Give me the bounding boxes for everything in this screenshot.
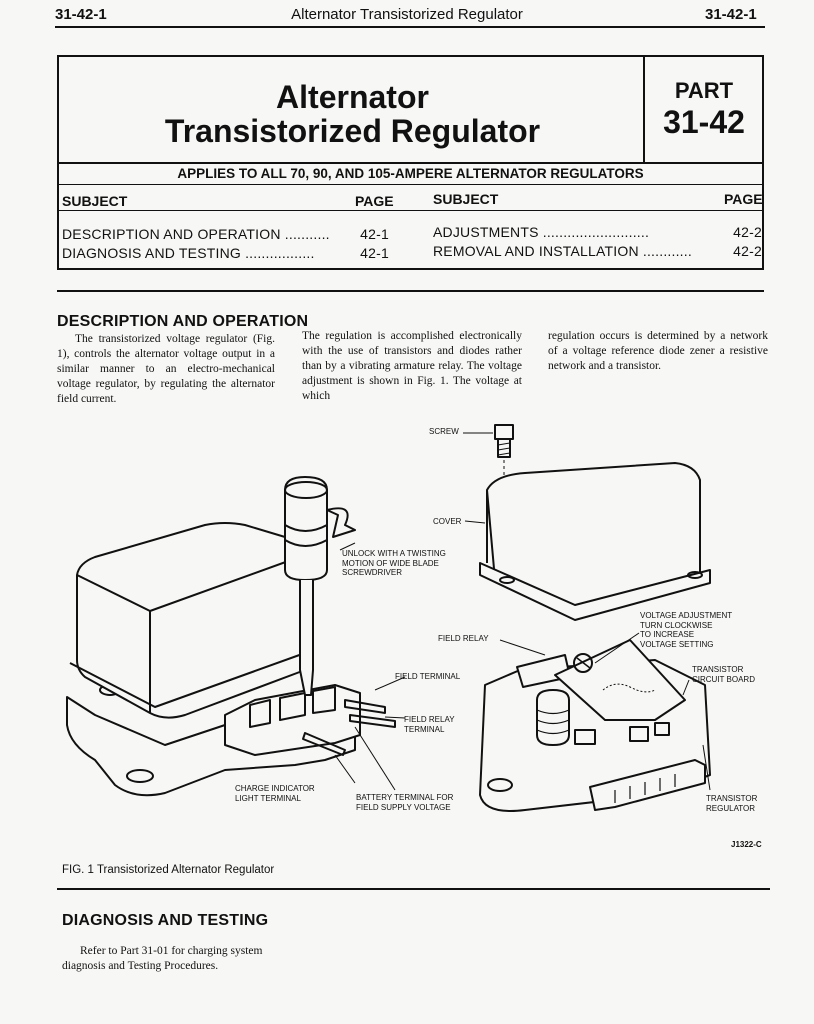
label-charge-indicator: CHARGE INDICATOR LIGHT TERMINAL: [235, 784, 315, 803]
toc-subject: DESCRIPTION AND OPERATION: [62, 226, 281, 242]
section-rule: [57, 290, 764, 292]
screw-head: [495, 425, 513, 439]
toc-dots: ............: [638, 243, 692, 259]
toc-dots: ..........................: [538, 224, 650, 240]
description-col2: The regulation is accomplished electronically with the use of transistors and diodes rather than by a vibrating armature relay. The voltage adjustment is shown in Fig. 1. The voltage at which: [302, 330, 522, 402]
label-unlock: UNLOCK WITH A TWISTING MOTION OF WIDE BLADE SCREWDRIVER: [342, 549, 446, 577]
header-rule: [55, 26, 765, 28]
label-voltage-adjustment: VOLTAGE ADJUSTMENT TURN CLOCKWISE TO INCREASE VOLTAGE SETTING: [640, 611, 733, 649]
label-transistor-circuit-board: TRANSISTOR CIRCUIT BOARD: [692, 665, 755, 684]
part-label: PART: [674, 78, 734, 103]
page-number-right: 31-42-1: [705, 6, 757, 23]
figure-rule: [57, 888, 770, 890]
toc-page: 42-2: [733, 243, 762, 259]
twist-arrow: [327, 508, 355, 537]
toc-entry: [62, 226, 392, 242]
label-field-relay: FIELD RELAY: [438, 634, 489, 643]
description-col1: The transistorized voltage regulator (Fig. 1), controls the alternator voltage output in a similar manner to an electro-mechanical voltage regulator, by regulating the alternator field current.: [57, 333, 275, 405]
toc-page: 42-1: [360, 226, 389, 242]
label-screw: SCREW: [429, 427, 459, 436]
label-transistor-regulator: TRANSISTOR REGULATOR: [706, 794, 758, 813]
diagnosis-text: Refer to Part 31-01 for charging system diagnosis and Testing Procedures.: [62, 945, 263, 972]
label-battery-terminal: BATTERY TERMINAL FOR FIELD SUPPLY VOLTAGE: [356, 793, 454, 812]
toc-subject: ADJUSTMENTS: [433, 224, 539, 240]
figure-caption: FIG. 1 Transistorized Alternator Regulator: [62, 864, 275, 876]
description-col3: regulation occurs is determined by a network of a voltage reference diode zener a resistive network and a transistor.: [548, 330, 768, 372]
toc-subject-header-right: SUBJECT: [433, 191, 499, 207]
toc-entry: [433, 243, 763, 259]
label-field-relay-terminal: FIELD RELAY TERMINAL: [404, 715, 455, 734]
doc-title-line1: Alternator: [276, 79, 429, 115]
page-number-left: 31-42-1: [55, 6, 107, 23]
toc-header-rule: [57, 210, 764, 211]
description-heading: DESCRIPTION AND OPERATION: [57, 313, 309, 330]
applies-line: APPLIES TO ALL 70, 90, AND 105-AMPERE ALTERNATOR REGULATORS: [177, 166, 644, 181]
left-mount-hole-front: [127, 770, 153, 782]
toc-page: 42-2: [733, 224, 762, 240]
running-header-title: Alternator Transistorized Regulator: [291, 6, 523, 23]
toc-subject: DIAGNOSIS AND TESTING: [62, 245, 241, 261]
toc-subject: REMOVAL AND INSTALLATION: [433, 243, 639, 259]
title-bottom-rule: [57, 162, 764, 164]
label-cover: COVER: [433, 517, 462, 526]
part-number: 31-42: [663, 104, 745, 140]
toc-dots: .................: [240, 245, 315, 261]
toc-dots: ...........: [280, 226, 330, 242]
figure-code: J1322-C: [731, 840, 762, 849]
toc-page: 42-1: [360, 245, 389, 261]
toc-page-header-left: PAGE: [355, 193, 394, 209]
left-cover: [77, 523, 305, 718]
toc-entry: [62, 245, 392, 261]
applies-rule: [57, 184, 764, 185]
doc-title-line2: Transistorized Regulator: [164, 113, 541, 149]
diagnosis-heading: DIAGNOSIS AND TESTING: [62, 912, 269, 929]
toc-subject-header-left: SUBJECT: [62, 193, 128, 209]
label-field-terminal: FIELD TERMINAL: [395, 672, 461, 681]
toc-entry: [433, 224, 763, 240]
relay-coil: [537, 690, 569, 745]
screwdriver-shaft: [300, 580, 313, 695]
toc-page-header-right: PAGE: [724, 191, 763, 207]
